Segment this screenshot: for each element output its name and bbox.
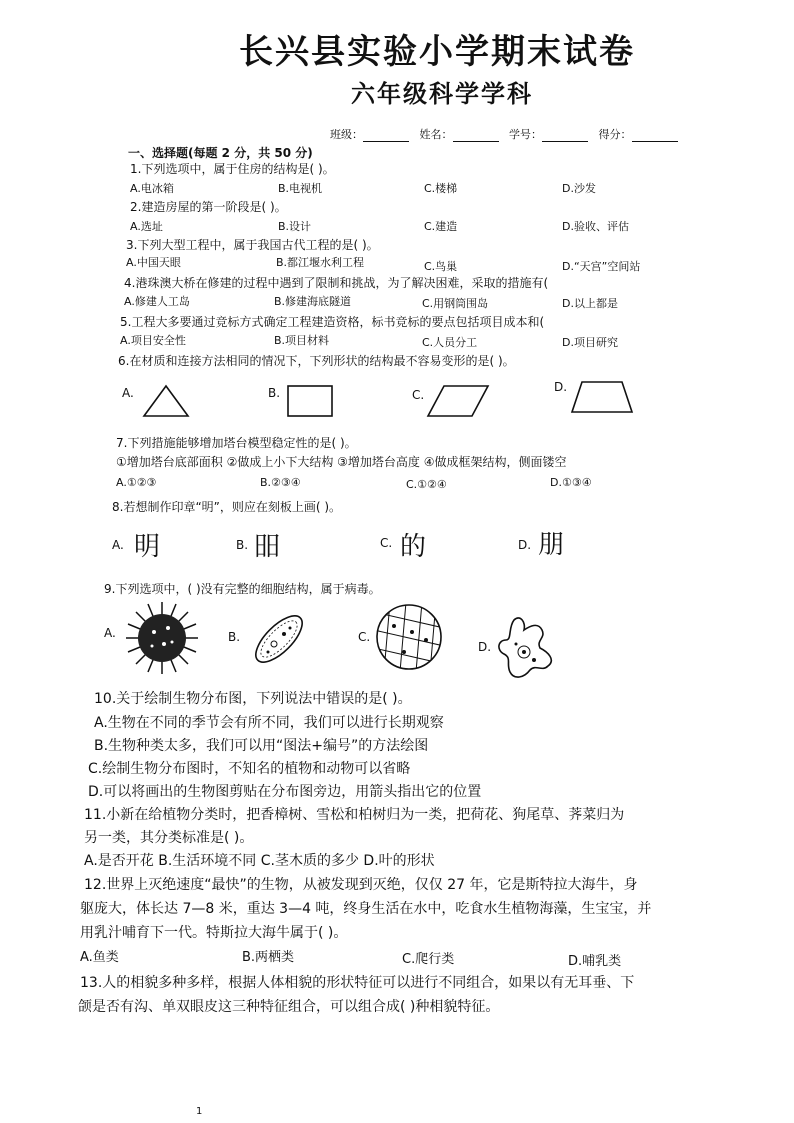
q10-option-b[interactable]: B.生物种类太多，我们可以用“图法+编号”的方法绘图: [94, 738, 429, 754]
q2-option-c[interactable]: C.建造: [424, 220, 458, 233]
question-11: 11.小新在给植物分类时，把香樟树、雪松和柏树归为一类，把荷花、狗尾草、荠菜归为: [84, 807, 625, 823]
score-blank[interactable]: [632, 141, 678, 142]
q5-option-a[interactable]: A.项目安全性: [120, 334, 186, 347]
q8-glyph-c: 的: [400, 532, 427, 562]
number-label: 学号：: [509, 128, 542, 141]
q10-option-c[interactable]: C.绘制生物分布图时，不知名的植物和动物可以省略: [88, 761, 411, 777]
q6-option-c[interactable]: C.: [412, 388, 425, 402]
question-10: 10.关于绘制生物分布图，下列说法中错误的是( )。: [94, 691, 412, 707]
q3-option-a[interactable]: A.中国天眼: [126, 256, 181, 269]
name-blank[interactable]: [453, 141, 499, 142]
name-label: 姓名：: [419, 128, 453, 141]
q3-option-d[interactable]: D.“天宫”空间站: [562, 260, 641, 273]
question-12-cont2: 用乳汁哺育下一代。特斯拉大海牛属于( )。: [80, 925, 348, 941]
question-3: 3.下列大型工程中，属于我国古代工程的是( )。: [126, 238, 379, 252]
q7-option-a[interactable]: A.①②③: [116, 476, 157, 489]
q7-option-c[interactable]: C.①②④: [406, 478, 447, 491]
q1-option-c[interactable]: C.楼梯: [424, 182, 458, 195]
paramecium-image: [244, 604, 314, 674]
q1-option-a[interactable]: A.电冰箱: [130, 182, 174, 195]
q6-option-d[interactable]: D.: [554, 380, 568, 394]
q10-option-a[interactable]: A.生物在不同的季节会有所不同，我们可以进行长期观察: [94, 715, 444, 731]
q1-option-d[interactable]: D.沙发: [562, 182, 596, 195]
class-label: 班级：: [330, 128, 363, 141]
q12-option-a[interactable]: A.鱼类: [80, 950, 119, 965]
question-1: 1.下列选项中，属于住房的结构是( )。: [130, 162, 335, 176]
q10-option-d[interactable]: D.可以将画出的生物图剪贴在分布图旁边，用箭头指出它的位置: [88, 784, 482, 800]
amoeba-image: [494, 612, 558, 684]
q4-option-b[interactable]: B.修建海底隧道: [274, 295, 352, 308]
page-number: 1: [196, 1106, 203, 1117]
q5-option-c[interactable]: C.人员分工: [422, 336, 478, 349]
q8-option-d[interactable]: D.: [518, 538, 532, 552]
question-13: 13.人的相貌多种多样，根据人体相貌的形状特征可以进行不同组合，如果以有无耳垂、下: [80, 975, 635, 991]
class-blank[interactable]: [363, 141, 409, 142]
q2-option-a[interactable]: A.选址: [130, 220, 163, 233]
q5-option-d[interactable]: D.项目研究: [562, 336, 618, 349]
virus-image: [124, 600, 200, 676]
question-12-cont1: 躯庞大，体长达 7—8 米，重达 3—4 吨，终身生活在水中，吃食水生植物海藻，生宝宝，并: [80, 901, 652, 917]
score-label: 得分：: [598, 128, 632, 141]
q6-option-a[interactable]: A.: [122, 386, 134, 400]
question-4: 4.港珠澳大桥在修建的过程中遇到了限制和挑战，为了解决困难，采取的措施有(: [124, 276, 549, 290]
q4-option-c[interactable]: C.用钢筒围岛: [422, 297, 489, 310]
q8-glyph-a: 明: [134, 532, 161, 562]
q9-option-d[interactable]: D.: [478, 640, 492, 654]
question-8: 8.若想制作印章“明”，则应在刻板上画( )。: [112, 500, 342, 514]
q2-option-d[interactable]: D.验收、评估: [562, 220, 629, 233]
section-heading: 一、选择题(每题 2 分，共 50 分): [128, 146, 313, 160]
question-6: 6.在材质和连接方法相同的情况下，下列形状的结构最不容易变形的是( )。: [118, 354, 515, 368]
question-13-cont: 颌是否有沟、单双眼皮这三种特征组合，可以组合成( )种相貌特征。: [78, 999, 500, 1015]
q9-option-b[interactable]: B.: [228, 630, 241, 644]
q12-option-d[interactable]: D.哺乳类: [568, 954, 622, 969]
q9-option-c[interactable]: C.: [358, 630, 371, 644]
trapezoid-shape: [570, 380, 634, 414]
triangle-shape: [142, 384, 190, 418]
question-7: 7.下列措施能够增加塔台模型稳定性的是( )。: [116, 436, 357, 450]
student-info-row: [330, 126, 678, 142]
plant-cell-image: [374, 602, 444, 672]
q7-option-d[interactable]: D.①③④: [550, 476, 592, 489]
exam-title: 长兴县实验小学期末试卷: [239, 32, 635, 72]
q8-option-b[interactable]: B.: [236, 538, 249, 552]
question-12: 12.世界上灭绝速度“最快”的生物，从被发现到灭绝，仅仅 27 年，它是斯特拉大海牛，身: [84, 877, 638, 893]
q6-option-b[interactable]: B.: [268, 386, 281, 400]
q3-option-b[interactable]: B.都江堰水利工程: [276, 256, 365, 269]
q12-option-b[interactable]: B.两栖类: [242, 950, 295, 965]
q2-option-b[interactable]: B.设计: [278, 220, 312, 233]
q4-option-d[interactable]: D.以上都是: [562, 297, 618, 310]
q11-options[interactable]: A.是否开花 B.生活环境不同 C.茎木质的多少 D.叶的形状: [84, 853, 435, 869]
q8-option-c[interactable]: C.: [380, 536, 393, 550]
question-9: 9.下列选项中，( )没有完整的细胞结构，属于病毒。: [104, 582, 381, 596]
exam-subtitle: 六年级科学学科: [351, 80, 533, 108]
parallelogram-shape: [426, 384, 490, 418]
q7-measures: ①增加塔台底部面积 ②做成上小下大结构 ③增加塔台高度 ④做成框架结构，侧面镂空: [116, 455, 567, 469]
q8-option-a[interactable]: A.: [112, 538, 124, 552]
question-2: 2.建造房屋的第一阶段是( )。: [130, 200, 287, 214]
q12-option-c[interactable]: C.爬行类: [402, 952, 455, 967]
question-5: 5.工程大多要通过竞标方式确定工程建造资格，标书竞标的要点包括项目成本和(: [120, 315, 545, 329]
q4-option-a[interactable]: A.修建人工岛: [124, 295, 190, 308]
q7-option-b[interactable]: B.②③④: [260, 476, 301, 489]
q9-option-a[interactable]: A.: [104, 626, 116, 640]
rectangle-shape: [286, 384, 334, 418]
q8-glyph-d: 朋: [538, 530, 565, 560]
question-11-cont: 另一类，其分类标准是( )。: [84, 830, 254, 846]
number-blank[interactable]: [542, 141, 588, 142]
q5-option-b[interactable]: B.项目材料: [274, 334, 330, 347]
q3-option-c[interactable]: C.鸟巢: [424, 260, 458, 273]
q8-glyph-b: 昍: [254, 532, 281, 562]
q1-option-b[interactable]: B.电视机: [278, 182, 323, 195]
